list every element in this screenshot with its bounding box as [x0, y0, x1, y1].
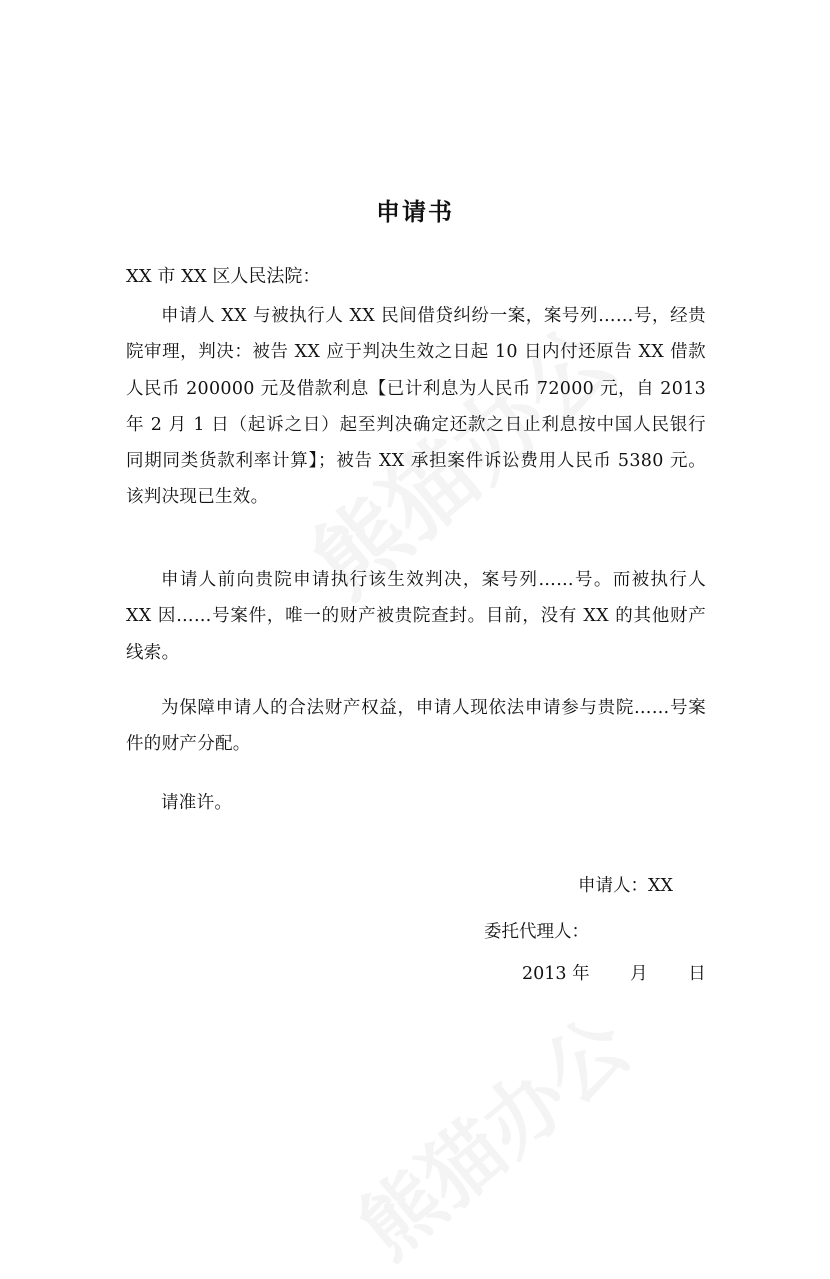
signature-agent: 委托代理人：	[484, 922, 589, 942]
paragraph-request: 为保障申请人的合法财产权益，申请人现依法申请参与贵院……号案件的财产分配。	[126, 698, 706, 755]
addressee: XX 市 XX 区人民法院：	[126, 266, 321, 287]
paragraph-judgment: 申请人 XX 与被执行人 XX 民间借贷纠纷一案，案号列……号，经贵院审理，判决：被告 XX 应于判决生效之日起 10 日内付还原告 XX 借款人民币 200000 元及借款利息【已计利息为人民币 72000 元，自 2013 年 2 月 1 日（起诉之日）起至判决确定还款之日止利息按中国人民银行同期同类货款利率计算】；被告 XX 承担案件诉讼费用人民币 5380 元。该判决现已生效。	[126, 306, 706, 508]
document-title: 申请书	[376, 198, 454, 226]
signature-date: 2013 年 月 日	[522, 964, 706, 984]
signature-applicant: 申请人：XX	[578, 876, 673, 896]
paragraph-closing: 请准许。	[161, 793, 233, 813]
watermark	[330, 986, 649, 1279]
paragraph-enforcement: 申请人前向贵院申请执行该生效判决，案号列……号。而被执行人 XX 因……号案件，唯一的财产被贵院查封。目前，没有 XX 的其他财产线索。	[126, 570, 706, 663]
